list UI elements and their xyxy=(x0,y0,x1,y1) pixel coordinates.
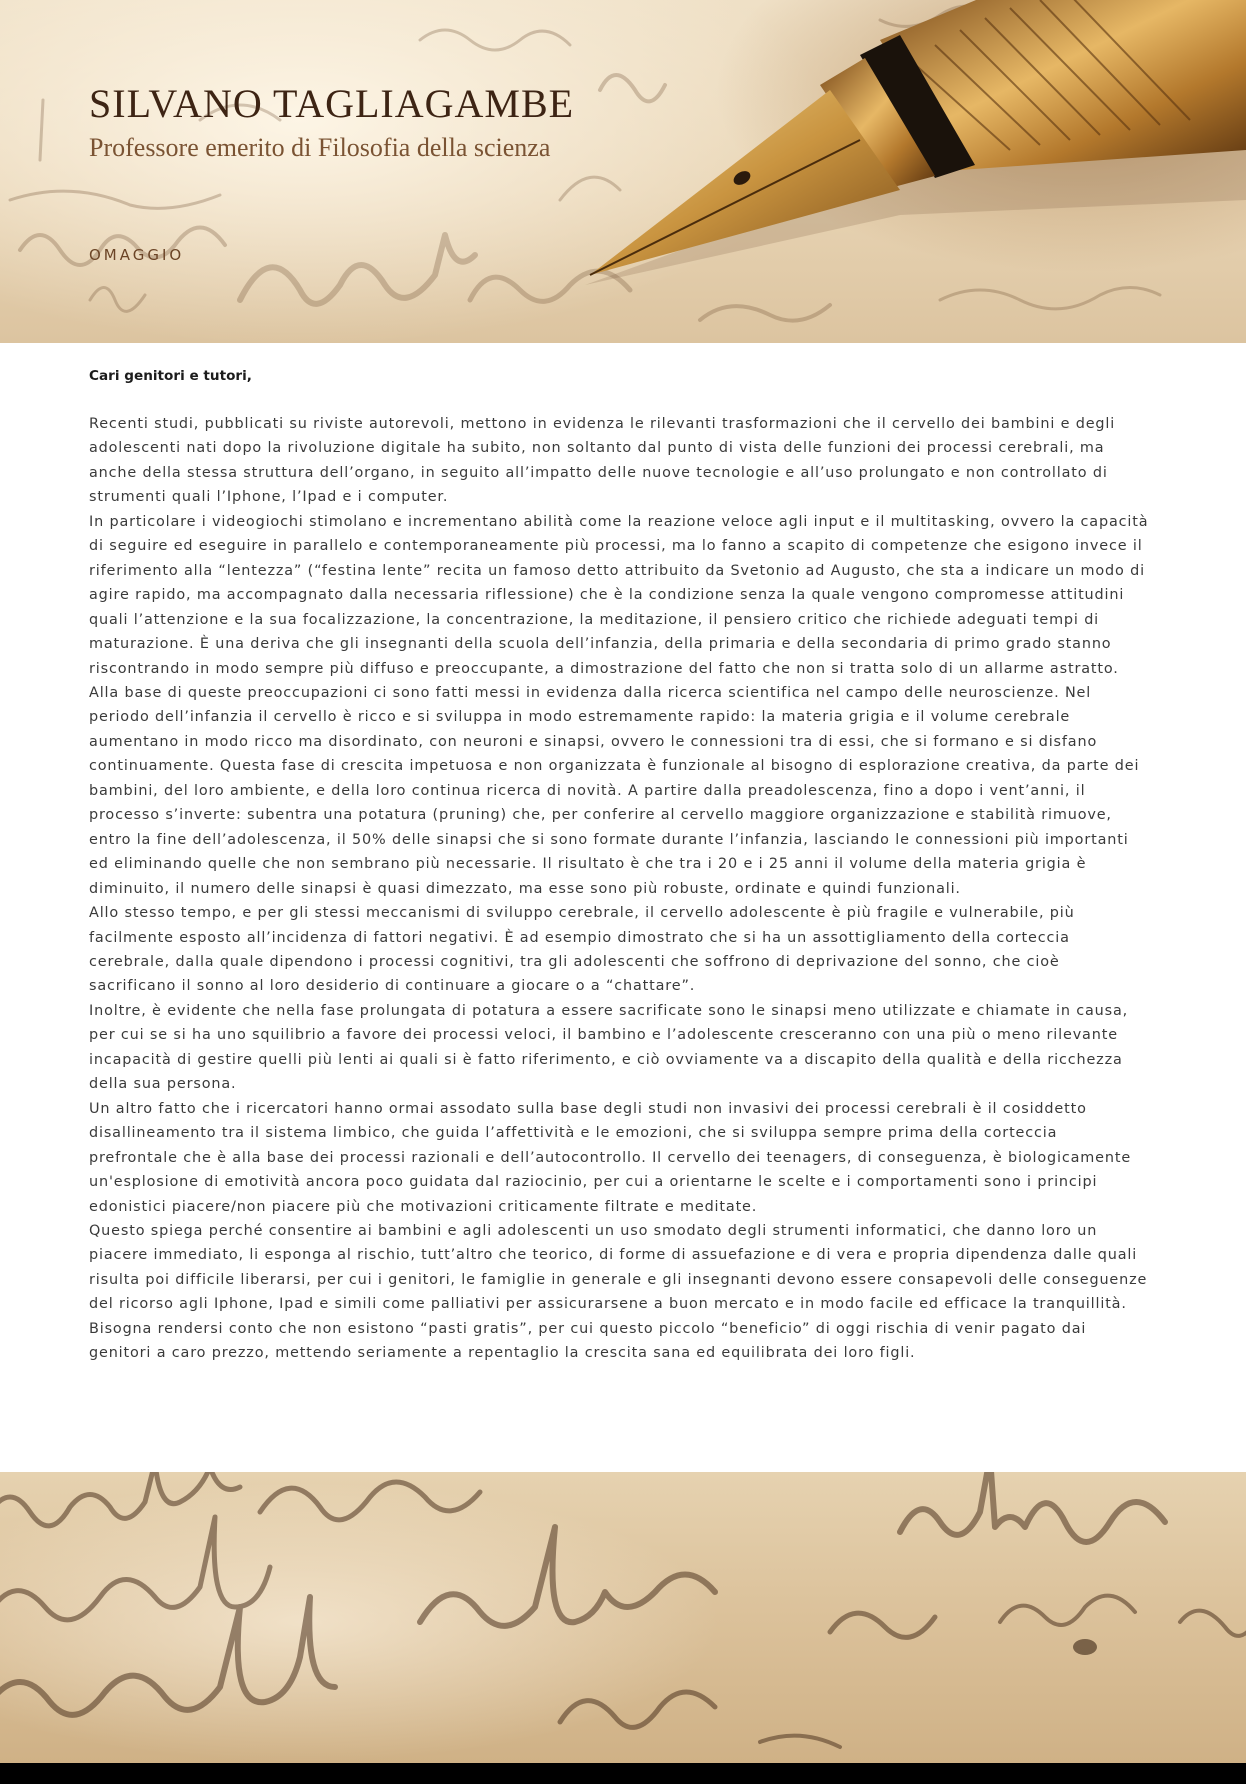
fountain-pen-icon xyxy=(0,0,1246,343)
page-title: SILVANO TAGLIAGAMBE xyxy=(89,81,575,126)
letter-body xyxy=(89,360,1149,1366)
letter-paragraph: Un altro fatto che i ricercatori hanno ormai assodato sulla base degli studi non invasivi dei processi cerebrali è il cosiddetto disallineamento tra il sistema limbico, che guida l’affettività e le emozioni, che si sviluppa sempre prima della corteccia prefrontale che è alla base dei processi razionali e dell’autocontrollo. Il cervello dei teenagers, di conseguenza, è biologicamente un'esplosione di emotività ancora poco guidata dal raziocinio, per cui a orientarne le scelte e i comportamenti sono i principi edonistici piacere/non piacere più che motivazioni criticamente filtrate e meditate. xyxy=(89,1100,1132,1215)
letter-paragraph: Questo spiega perché consentire ai bambini e agli adolescenti un uso smodato degli strumenti informatici, che danno loro un piacere immediato, li esponga al rischio, tutt’altro che teorico, di forme di assuefazione e di vera e propria dipendenza dalle quali risulta poi difficile liberarsi, per cui i genitori, le famiglie in generale e gli insegnanti devono essere consapevoli delle conseguenze del ricorso agli Iphone, Ipad e simili come palliativi per assicurarsene a buon mercato e in modo facile ed efficace la tranquillità. Bisogna rendersi conto che non esistono “pasti gratis”, per cui questo piccolo “beneficio” di oggi rischia di venir pagato dai genitori a caro prezzo, mettendo seriamente a repentaglio la crescita sana ed equilibrata dei loro figli. xyxy=(89,1222,1148,1362)
letter-paragraph: Allo stesso tempo, e per gli stessi meccanismi di sviluppo cerebrale, il cervello adolescente è più fragile e vulnerabile, più facilmente esposto all’incidenza di fattori negativi. È ad esempio dimostrato che si ha un assottigliamento della corteccia cerebrale, dalla quale dipendono i processi cognitivi, tra gli adolescenti che soffrono di deprivazione del sonno, che cioè sacrificano il sonno al loro desiderio di continuare a giocare o a “chattare”. xyxy=(89,905,1075,995)
page-subtitle: Professore emerito di Filosofia della scienza xyxy=(89,133,551,162)
handwritten-script-image xyxy=(0,1472,1246,1763)
letter-paragraph: Inoltre, è evidente che nella fase prolungata di potatura a essere sacrificate sono le sinapsi meno utilizzate e chiamate in causa, per cui se si ha uno squilibrio a favore dei processi veloci, il bambino e l’adolescente cresceranno con una più o meno rilevante incapacità di gestire quelli più lenti ai quali si è fatto riferimento, e ciò ovviamente va a discapito della qualità e della ricchezza della sua persona. xyxy=(89,1002,1129,1093)
letter-paragraph: Recenti studi, pubblicati su riviste autorevoli, mettono in evidenza le rilevanti trasformazioni che il cervello dei bambini e degli adolescenti nati dopo la rivoluzione digitale ha subito, non soltanto dal punto di vista delle funzioni dei processi cerebrali, ma anche della stessa struttura dell’organo, in seguito all’impatto delle nuove tecnologie e all’uso prolungato e non controllato di strumenti quali l’Iphone, l’Ipad e i computer. xyxy=(89,416,1116,506)
letter-paragraph: Alla base di queste preoccupazioni ci sono fatti messi in evidenza dalla ricerca scientifica nel campo delle neuroscienze. Nel periodo dell’infanzia il cervello è ricco e si sviluppa in modo estremamente rapido: la materia grigia e il volume cerebrale aumentano in modo ricco ma disordinato, con neuroni e sinapsi, ovvero le connessioni tra di essi, che si formano e si disfano continuamente. Questa fase di crescita impetuosa e non organizzata è funzionale al bisogno di esplorazione creativa, da parte dei bambini, del loro ambiente, e della loro continua ricerca di novità. A partire dalla preadolescenza, fino a dopo i vent’anni, il processo s’inverte: subentra una potatura (pruning) che, per conferire al cervello maggiore organizzazione e stabilità rimuove, entro la fine dell’adolescenza, il 50% delle sinapsi che si sono formate durante l’infanzia, lasciando le connessioni più importanti ed eliminando quelle che non sembrano più necessarie. Il risultato è che tra i 20 e i 25 anni il volume della materia grigia è diminuito, il numero delle sinapsi è quasi dimezzato, ma esse sono più robuste, ordinate e quindi funzionali. xyxy=(89,684,1140,897)
letter-paragraph: In particolare i videogiochi stimolano e incrementano abilità come la reazione veloce agli input e il multitasking, ovvero la capacità di seguire ed eseguire in parallelo e contemporaneamente più processi, ma lo fanno a scapito di competenze che esigono invece il riferimento alla “lentezza” (“festina lente” recita un famoso detto attribuito da Svetonio ad Augusto, che sta a indicare un modo di agire rapido, ma accompagnato dalla necessaria riflessione) che è la condizione senza la quale vengono compromesse attitudini quali l’attenzione e la sua focalizzazione, la concentrazione, la meditazione, il pensiero critico che richiede adeguati tempi di maturazione. È una deriva che gli insegnanti della scuola dell’infanzia, della primaria e della secondaria di primo grado stanno riscontrando in modo sempre più diffuso e preoccupante, a dimostrazione del fatto che non si tratta solo di un allarme astratto. xyxy=(89,513,1149,677)
footer-handwriting-image xyxy=(0,1472,1246,1763)
nav-link-omaggio[interactable]: OMAGGIO xyxy=(89,246,185,264)
header-banner xyxy=(0,0,1246,343)
letter-greeting: Cari genitori e tutori, xyxy=(89,368,252,384)
